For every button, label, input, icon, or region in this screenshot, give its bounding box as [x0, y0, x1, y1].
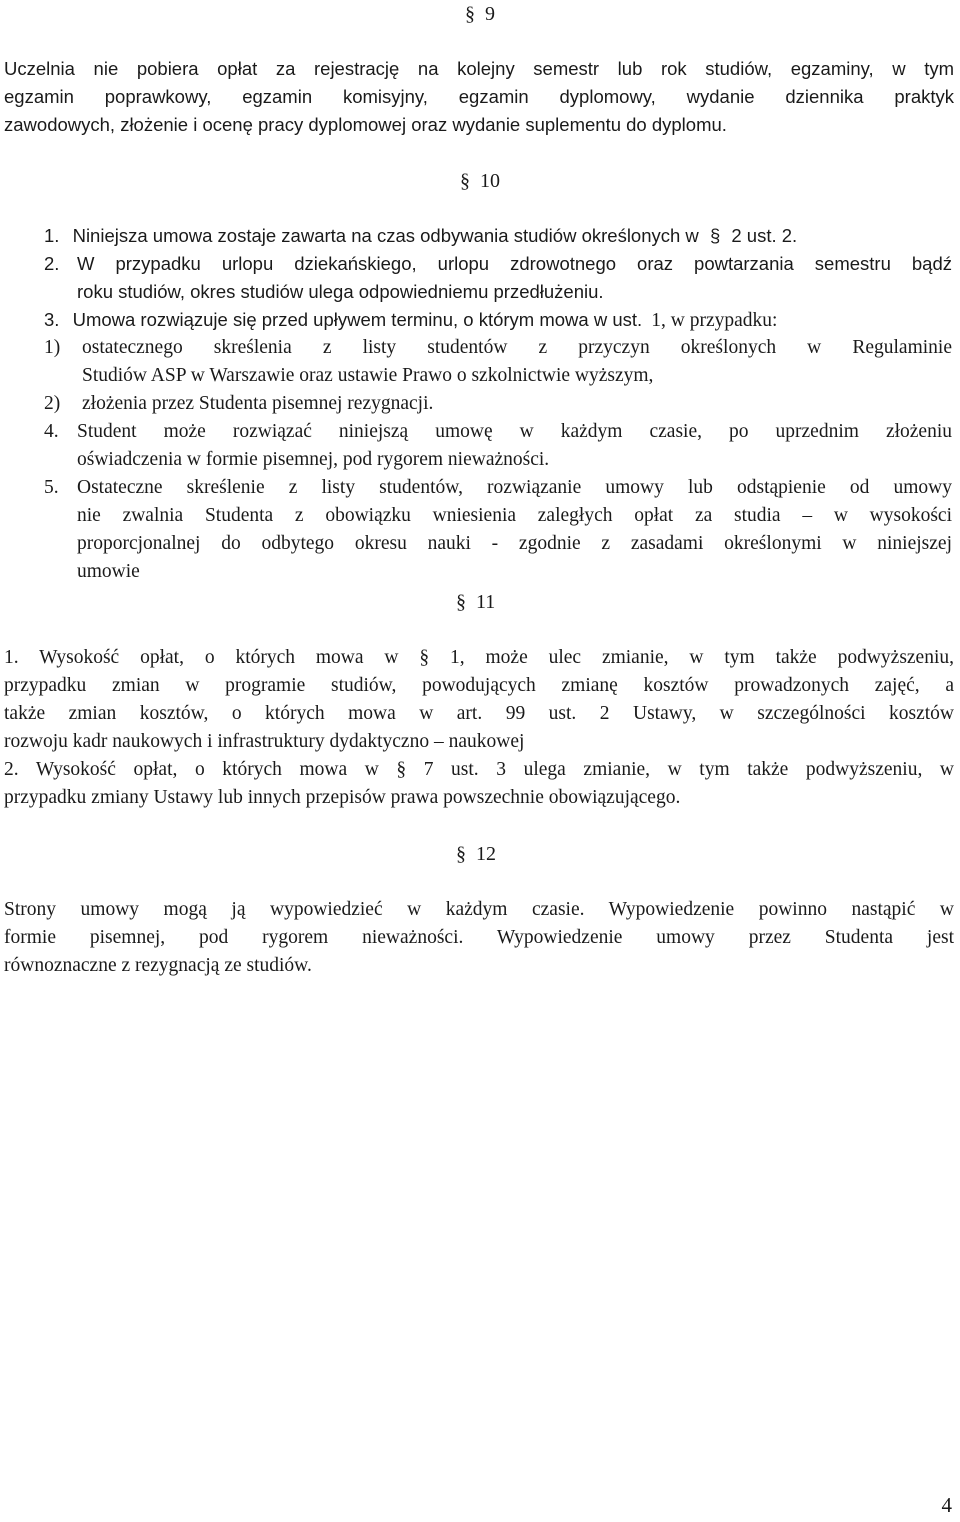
item-number: 4. — [44, 421, 59, 442]
item-number: 3. — [44, 309, 60, 330]
list-item-4-line: oświadczenia w formie pisemnej, pod rygorem nieważności. — [77, 449, 550, 470]
section-sign: § — [456, 591, 466, 613]
paragraph-12-line: równoznaczne z rezygnacją ze studiów. — [4, 955, 312, 976]
paragraph-text: 2. Wysokość opłat, o których mowa w — [4, 759, 379, 780]
section-heading-10 — [0, 167, 960, 195]
list-item-5-line: umowie — [77, 561, 140, 582]
list-item-2-line: W przypadku urlopu dziekańskiego, urlopu zdrowotnego oraz powtarzania semestru bądź — [77, 253, 952, 274]
section-heading-12 — [456, 840, 496, 868]
paragraph-9-line: zawodowych, złożenie i ocenę pracy dyplomowej oraz wydanie suplementu do dyplomu. — [4, 114, 727, 135]
list-item-5-line: Ostateczne skreślenie z listy studentów, rozwiązanie umowy lub odstąpienie od umowy — [77, 477, 952, 498]
section-sign: § — [460, 170, 470, 192]
section-number: 10 — [480, 170, 500, 192]
sub-item-1-line: ostatecznego skreślenia z listy studentów z przyczyn określonych w Regulaminie — [82, 337, 952, 358]
section-sign: § — [396, 759, 407, 780]
list-item-5-line: proporcjonalnej do odbytego okresu nauki - zgodnie z zasadami określonymi w niniejszej — [77, 533, 952, 554]
section-number: 11 — [476, 591, 496, 613]
paragraph-11-line: także zmian kosztów, o których mowa w art. 99 ust. 2 Ustawy, w szczególności kosztów — [4, 703, 954, 724]
list-item-2-line: roku studiów, okres studiów ulega odpowiedniemu przedłużeniu. — [77, 281, 604, 302]
list-item-4-line: Student może rozwiązać niniejszą umowę w każdym czasie, po uprzednim złożeniu — [77, 421, 952, 442]
sub-item-2-text: złożenia przez Studenta pisemnej rezygnacji. — [82, 393, 434, 414]
paragraph-9-line: egzamin poprawkowy, egzamin komisyjny, egzamin dyplomowy, wydanie dziennika praktyk — [4, 86, 954, 107]
section-number: 9 — [485, 3, 495, 25]
item-number: 1. — [44, 225, 60, 246]
section-heading-9 — [0, 0, 960, 28]
list-item-3 — [44, 306, 777, 335]
item-number: 5. — [44, 477, 59, 498]
paragraph-11-line — [4, 644, 954, 672]
paragraph-12-line: formie pisemnej, pod rygorem nieważności. Wypowiedzenie umowy przez Studenta jest — [4, 927, 954, 948]
list-item-5-line: nie zwalnia Studenta z obowiązku wniesienia zaległych opłat za studia – w wysokości — [77, 505, 952, 526]
paragraph-11-line: przypadku zmian w programie studiów, powodujących zmianę kosztów prowadzonych zajęć, a — [4, 675, 954, 696]
paragraph-11-line — [4, 756, 954, 784]
item-text: Niniejsza umowa zostaje zawarta na czas odbywania studiów określonych w — [72, 225, 699, 246]
section-sign: § — [456, 843, 466, 865]
paragraph-text: 1. Wysokość opłat, o których mowa w — [4, 647, 399, 668]
section-sign: § — [465, 3, 475, 25]
section-sign: § — [709, 225, 721, 246]
item-text: 1, w przypadku: — [651, 310, 778, 331]
list-item-1 — [44, 222, 797, 250]
page-number: 4 — [941, 1493, 952, 1517]
sub-item-number: 1) — [44, 337, 61, 358]
item-text: Umowa rozwiązuje się przed upływem terminu, o którym mowa w ust. — [72, 309, 643, 330]
item-number: 2. — [44, 253, 60, 274]
paragraph-11-line: przypadku zmiany Ustawy lub innych przepisów prawa powszechnie obowiązującego. — [4, 787, 681, 808]
section-heading-11 — [456, 588, 495, 616]
paragraph-11-line: rozwoju kadr naukowych i infrastruktury dydaktyczno – naukowej — [4, 731, 525, 752]
paragraph-text: 1, może ulec zmianie, w tym także podwyższeniu, — [450, 647, 955, 668]
section-sign: § — [419, 647, 430, 668]
section-number: 12 — [476, 843, 496, 865]
sub-item-1-line: Studiów ASP w Warszawie oraz ustawie Prawo o szkolnictwie wyższym, — [82, 365, 654, 386]
sub-item-number: 2) — [44, 393, 61, 414]
paragraph-12-line: Strony umowy mogą ją wypowiedzieć w każdym czasie. Wypowiedzenie powinno nastąpić w — [4, 899, 954, 920]
paragraph-text: 7 ust. 3 ulega zmianie, w tym także podwyższeniu, w — [423, 759, 955, 780]
item-text: 2 ust. 2. — [731, 225, 798, 246]
paragraph-9-line: Uczelnia nie pobiera opłat za rejestrację na kolejny semestr lub rok studiów, egzaminy, w tym — [4, 58, 954, 79]
